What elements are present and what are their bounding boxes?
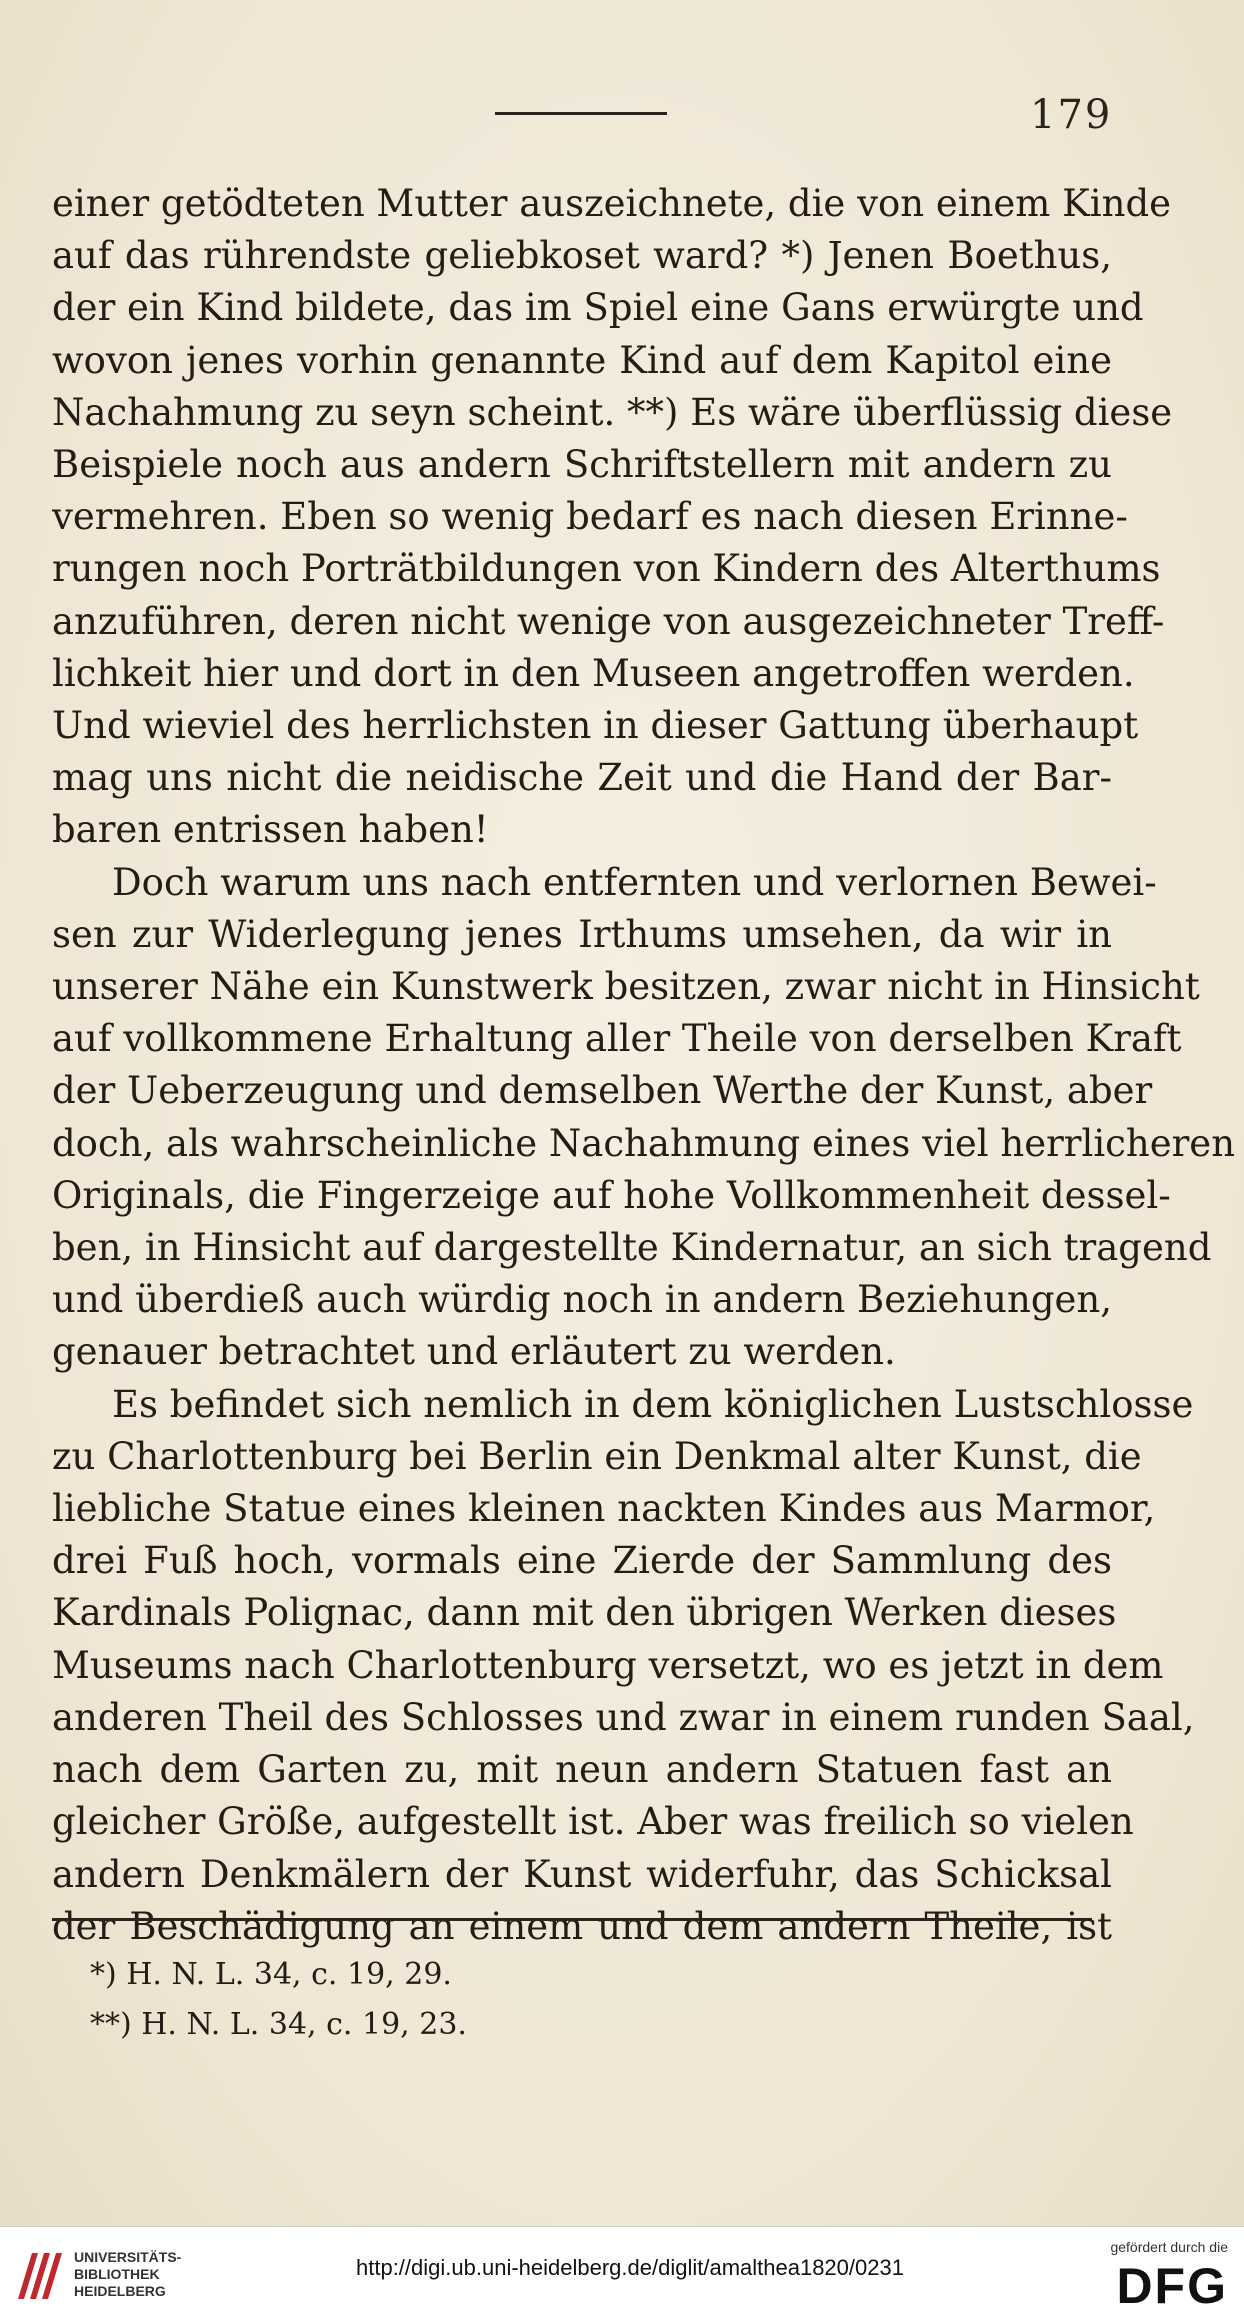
text-line: Beispiele noch aus andern Schriftstellern mit andern zu <box>52 443 1112 487</box>
text-line: drei Fuß hoch, vormals eine Zierde der Sammlung des <box>52 1539 1112 1583</box>
text-line: liebliche Statue eines kleinen nackten Kindes aus Marmor, <box>52 1487 1156 1531</box>
text-line: rungen noch Porträtbildungen von Kindern des Alterthums <box>52 547 1161 591</box>
text-line: Doch warum uns nach entfernten und verlornen Bewei- <box>112 860 1157 904</box>
text-line: mag uns nicht die neidische Zeit und die Hand der Bar- <box>52 756 1112 800</box>
text-line: wovon jenes vorhin genannte Kind auf dem Kapitol eine <box>52 338 1112 382</box>
text-line: genauer betrachtet und erläutert zu werden. <box>52 1330 896 1374</box>
text-line: der Ueberzeugung und demselben Werthe der Kunst, aber <box>52 1069 1153 1113</box>
dfg-logo: DFG <box>1116 2258 1228 2314</box>
text-line: vermehren. Eben so wenig bedarf es nach diesen Erinne- <box>52 495 1128 539</box>
footnote: *) H. N. L. 34, c. 19, 29. <box>90 1957 452 1992</box>
text-line: zu Charlottenburg bei Berlin ein Denkmal alter Kunst, die <box>52 1434 1142 1478</box>
footnote: **) H. N. L. 34, c. 19, 23. <box>90 2007 467 2042</box>
text-line: auf vollkommene Erhaltung aller Theile von derselben Kraft <box>52 1017 1182 1061</box>
text-line: der ein Kind bildete, das im Spiel eine Gans erwürgte und <box>52 286 1144 330</box>
text-line: unserer Nähe ein Kunstwerk besitzen, zwar nicht in Hinsicht <box>52 965 1200 1009</box>
page-number: 179 <box>1030 92 1113 138</box>
text-line: und überdieß auch würdig noch in andern Beziehungen, <box>52 1278 1113 1322</box>
viewer-footer <box>0 2226 1244 2321</box>
text-line: sen zur Widerlegung jenes Irthums umsehen, da wir in <box>52 912 1112 956</box>
text-line: der Beschädigung an einem und dem andern Theile, ist <box>52 1904 1112 1948</box>
text-line: anzuführen, deren nicht wenige von ausgezeichneter Treff- <box>52 599 1165 643</box>
footnotes <box>90 1950 467 2050</box>
text-line: anderen Theil des Schlosses und zwar in einem runden Saal, <box>52 1695 1195 1739</box>
text-line: andern Denkmälern der Kunst widerfuhr, das Schicksal <box>52 1852 1112 1896</box>
text-line: Museums nach Charlottenburg versetzt, wo es jetzt in dem <box>52 1643 1164 1687</box>
permalink-url[interactable]: http://digi.ub.uni-heidelberg.de/diglit/amalthea1820/0231 <box>356 2255 904 2280</box>
text-line: auf das rührendste geliebkoset ward? *) Jenen Boethus, <box>52 234 1112 278</box>
text-line: einer getödteten Mutter auszeichnete, die von einem Kinde <box>52 182 1172 225</box>
text-line: lichkeit hier und dort in den Museen angetroffen werden. <box>52 651 1135 695</box>
footnote-rule <box>52 1918 1092 1921</box>
body-text <box>52 178 1236 1953</box>
university-library-logo-icon <box>12 2245 66 2305</box>
funder-label: gefördert durch die <box>1110 2239 1228 2255</box>
text-line: nach dem Garten zu, mit neun andern Statuen fast an <box>52 1748 1112 1792</box>
library-name: UNIVERSITÄTS- BIBLIOTHEK HEIDELBERG <box>74 2249 182 2299</box>
text-line: Nachahmung zu seyn scheint. **) Es wäre überflüssig diese <box>52 390 1173 434</box>
text-line: Originals, die Fingerzeige auf hohe Vollkommenheit dessel- <box>52 1173 1171 1217</box>
header-rule <box>495 112 667 115</box>
text-line: baren entrissen haben! <box>52 808 489 852</box>
text-line: Kardinals Polignac, dann mit den übrigen Werken dieses <box>52 1591 1117 1635</box>
text-line: Es befindet sich nemlich in dem königlichen Lustschlosse <box>112 1382 1194 1426</box>
text-line: gleicher Größe, aufgestellt ist. Aber was freilich so vielen <box>52 1800 1134 1844</box>
text-line: ben, in Hinsicht auf dargestellte Kindernatur, an sich tragend <box>52 1226 1212 1270</box>
text-line: Und wieviel des herrlichsten in dieser Gattung überhaupt <box>52 704 1139 748</box>
text-line: doch, als wahrscheinliche Nachahmung eines viel herrlicheren <box>52 1121 1236 1165</box>
